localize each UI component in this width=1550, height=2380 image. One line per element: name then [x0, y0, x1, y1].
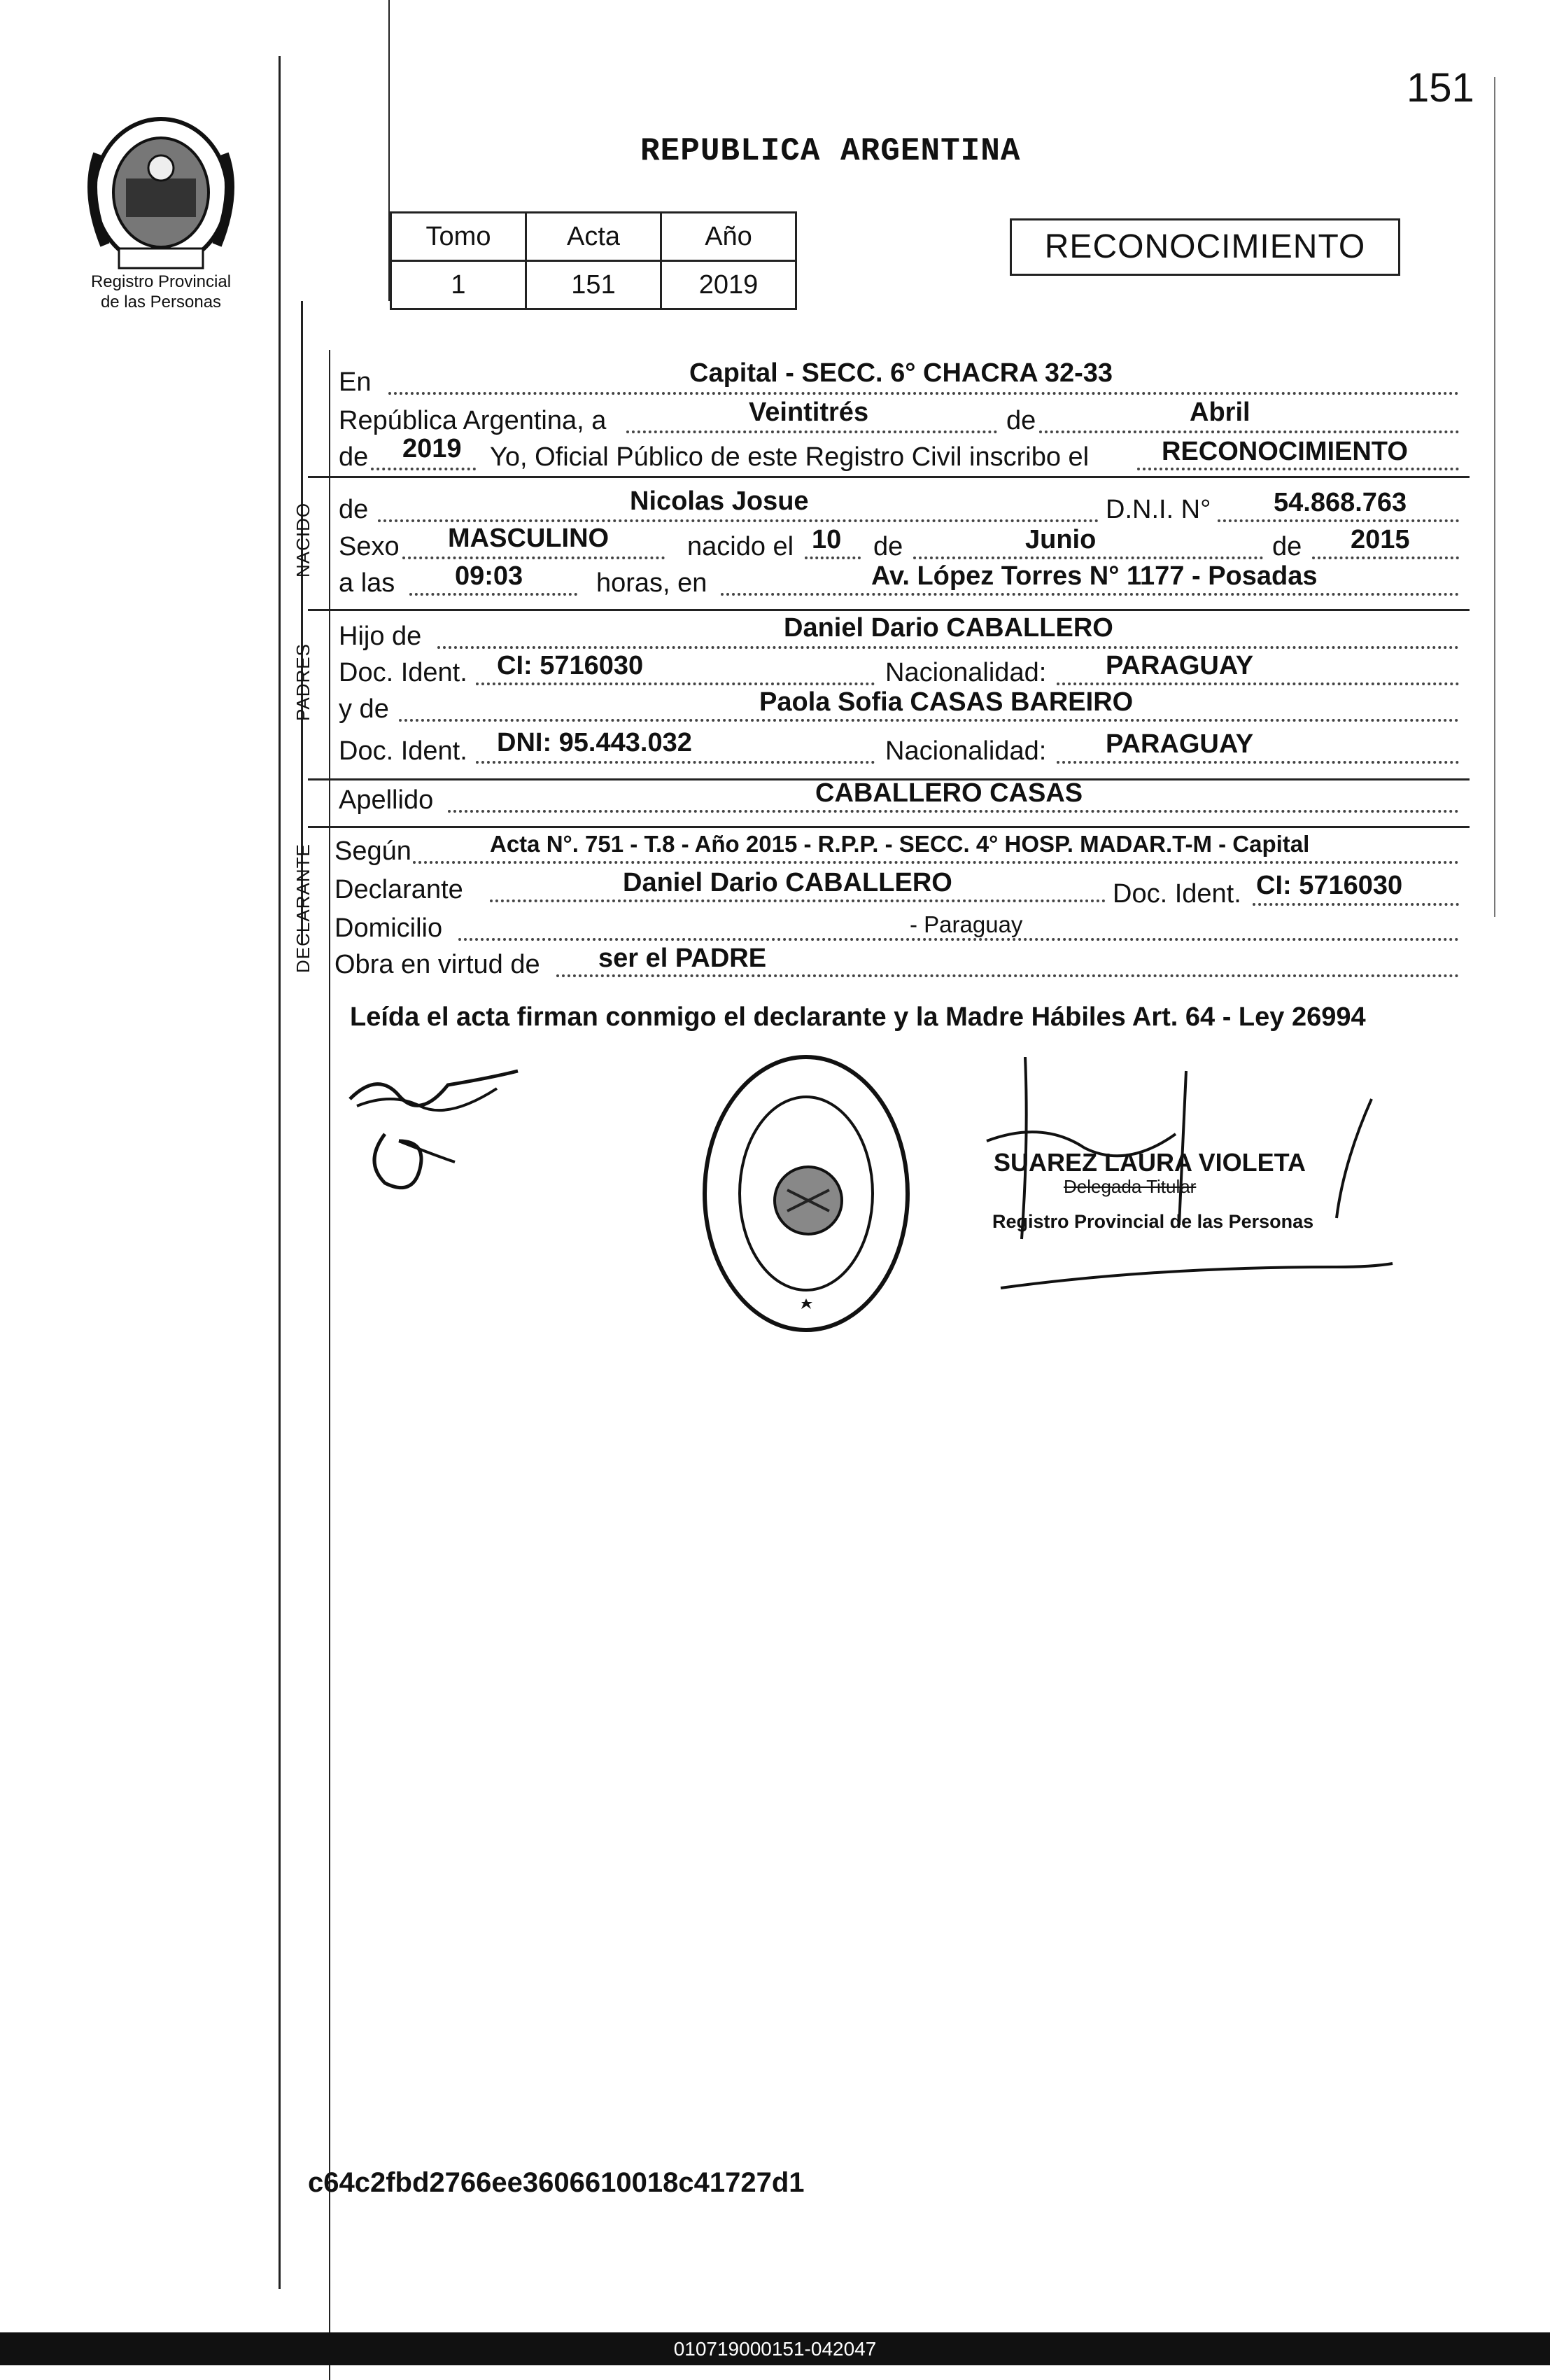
dni-value: 54.868.763 [1274, 488, 1407, 517]
nacido-de-label: de [339, 495, 369, 524]
domicilio-value: - Paraguay [910, 911, 1023, 937]
obra-value: ser el PADRE [598, 944, 767, 973]
fill-line [378, 519, 1099, 522]
table-value-tomo: 1 [391, 261, 526, 309]
father-nationality-label: Nacionalidad: [885, 658, 1047, 687]
page-number: 151 [1407, 65, 1474, 111]
mother-nationality-label: Nacionalidad: [885, 736, 1047, 766]
hijo-de-label: Hijo de [339, 622, 422, 651]
fill-line [1057, 682, 1459, 685]
fill-line [1057, 761, 1459, 764]
official-role: Delegada Titular [1064, 1176, 1197, 1197]
document-title: REPUBLICA ARGENTINA [640, 133, 1021, 169]
side-label-padres: PADRES [293, 643, 313, 721]
segun-value: Acta N°. 751 - T.8 - Año 2015 - R.P.P. - SECC. 4° HOSP. MADAR.T-M - Capital [490, 831, 1310, 857]
fill-line [413, 861, 1459, 864]
fill-line [476, 682, 875, 685]
mother-doc-value: DNI: 95.443.032 [497, 728, 692, 757]
apellido-label: Apellido [339, 785, 434, 815]
mother-doc-label: Doc. Ident. [339, 736, 467, 766]
birth-year-value: 2015 [1351, 525, 1410, 554]
father-doc-value: CI: 5716030 [497, 651, 644, 680]
father-name-value: Daniel Dario CABALLERO [784, 613, 1113, 643]
fill-line [448, 810, 1459, 813]
footer-code: 010719000151-042047 [0, 2332, 1550, 2365]
year-value: 2019 [402, 434, 462, 463]
margin-line [329, 350, 330, 2380]
father-nationality-value: PARAGUAY [1106, 651, 1254, 680]
fill-line [458, 938, 1459, 941]
horas-en-label: horas, en [596, 568, 707, 598]
province-seal-logo [77, 112, 245, 273]
fill-line [556, 974, 1459, 977]
section-divider [308, 476, 1470, 478]
section-divider [308, 826, 1470, 828]
act-type-box: RECONOCIMIENTO [1010, 218, 1400, 276]
logo-caption [56, 272, 266, 312]
official-stamp-icon [696, 1050, 917, 1344]
table-header-tomo: Tomo [391, 213, 526, 261]
table-header-ano: Año [661, 213, 796, 261]
dni-label: D.N.I. N° [1106, 495, 1211, 524]
apellido-value: CABALLERO CASAS [815, 778, 1083, 808]
month-value: Abril [1190, 398, 1250, 427]
fill-line [409, 593, 577, 596]
logo-caption-line2: de las Personas [100, 293, 222, 312]
y-de-label: y de [339, 694, 389, 724]
margin-line [279, 56, 281, 2289]
de2-label: de [339, 442, 369, 472]
declarante-label: Declarante [334, 875, 463, 904]
fill-line [913, 556, 1263, 559]
fill-line [371, 468, 476, 470]
side-label-nacido: NACIDO [293, 502, 313, 578]
mother-name-value: Paola Sofia CASAS BAREIRO [759, 687, 1134, 717]
place-value: Capital - SECC. 6° CHACRA 32-33 [689, 358, 1113, 388]
act-word-value: RECONOCIMIENTO [1162, 437, 1408, 466]
birth-place-value: Av. López Torres N° 1177 - Posadas [871, 561, 1318, 591]
birth-month-value: Junio [1025, 525, 1097, 554]
obra-label: Obra en virtud de [334, 950, 540, 979]
table-header-acta: Acta [526, 213, 661, 261]
republica-label: República Argentina, a [339, 406, 607, 435]
fill-line [1253, 903, 1459, 906]
fill-line [1137, 468, 1459, 470]
declarante-name-value: Daniel Dario CABALLERO [623, 868, 952, 897]
registry-table [390, 211, 797, 310]
table-value-ano: 2019 [661, 261, 796, 309]
a-las-label: a las [339, 568, 395, 598]
fill-line [805, 556, 861, 559]
official-name: SUAREZ LAURA VIOLETA [994, 1148, 1306, 1177]
fill-line [399, 719, 1459, 722]
section-divider [308, 609, 1470, 611]
margin-line [1494, 77, 1495, 917]
logo-caption-line1: Registro Provincial [90, 272, 232, 291]
inscribo-label: Yo, Oficial Público de este Registro Civil inscribo el [490, 442, 1090, 472]
sexo-value: MASCULINO [448, 524, 610, 553]
fill-line [1039, 430, 1459, 433]
table-value-acta: 151 [526, 261, 661, 309]
document-hash: c64c2fbd2766ee3606610018c41727d1 [308, 2167, 805, 2198]
fill-line [721, 593, 1459, 596]
domicilio-label: Domicilio [334, 913, 443, 943]
nacido-el-label: nacido el [687, 532, 794, 561]
fill-line [490, 899, 1106, 902]
de-label: de [1006, 406, 1036, 435]
legal-statement: Leída el acta firman conmigo el declarante y la Madre Hábiles Art. 64 - Ley 26994 [350, 1002, 1366, 1032]
declarant-signature-icon [336, 1057, 532, 1218]
fill-line [626, 430, 997, 433]
fill-line [402, 556, 665, 559]
fill-line [1218, 519, 1459, 522]
sexo-label: Sexo [339, 532, 400, 561]
side-label-declarante: DECLARANTE [293, 844, 313, 973]
child-name-value: Nicolas Josue [630, 486, 809, 516]
segun-label: Según [334, 836, 411, 866]
father-doc-label: Doc. Ident. [339, 658, 467, 687]
declarante-doc-value: CI: 5716030 [1256, 871, 1403, 900]
mother-nationality-value: PARAGUAY [1106, 729, 1254, 759]
fill-line [437, 646, 1459, 649]
en-label: En [339, 368, 372, 397]
fill-line [476, 761, 875, 764]
official-office: Registro Provincial de las Personas [992, 1211, 1314, 1232]
de-label-3: de [1272, 532, 1302, 561]
day-value: Veintitrés [749, 398, 869, 427]
fill-line [1312, 556, 1459, 559]
birth-time-value: 09:03 [455, 561, 523, 591]
birth-day-value: 10 [812, 525, 842, 554]
de-label-2: de [873, 532, 903, 561]
fill-line [388, 392, 1459, 395]
declarante-doc-label: Doc. Ident. [1113, 879, 1241, 909]
